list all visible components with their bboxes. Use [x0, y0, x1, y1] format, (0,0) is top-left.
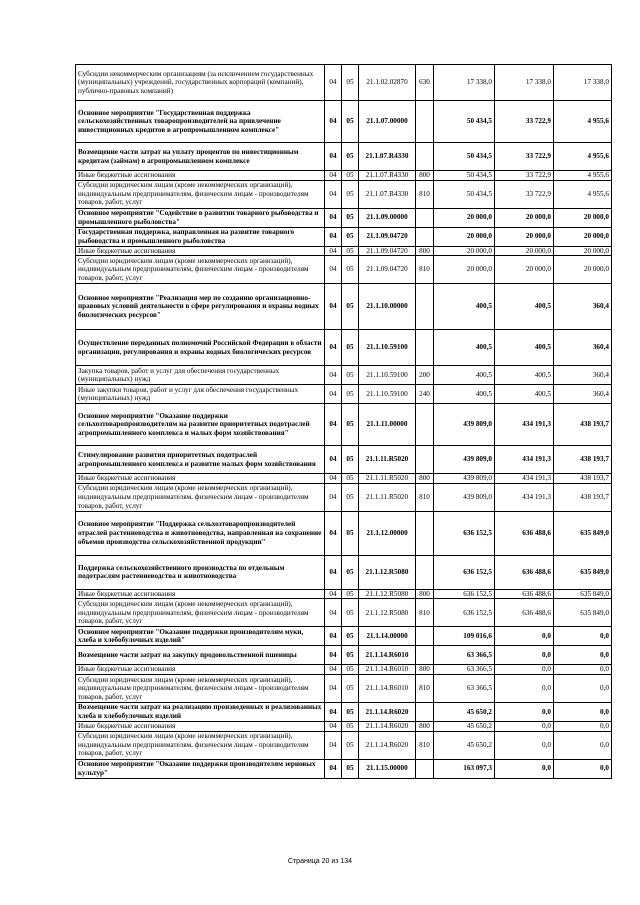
row-subsection-code: 05: [342, 366, 359, 385]
row-name: Основное мероприятие "Государственная поддержка сельскохозяйственных товаропроизводителей на привлечение инвестиционных кредитов в агропромышленном комплексе": [76, 101, 325, 143]
row-expense-type: [416, 101, 434, 143]
row-name: Субсидии некоммерческим организациям (за исключением государственных (муниципальных) учреждений, государственных корпораций (компаний), публично-правовых компаний): [76, 65, 325, 101]
row-subsection-code: 05: [342, 474, 359, 484]
row-amount-year3: 360,4: [554, 330, 612, 366]
row-name: Закупка товаров, работ и услуг для обеспечения государственных (муниципальных) нужд: [76, 366, 325, 385]
row-amount-year2: 33 722,9: [495, 143, 554, 171]
row-section-code: 04: [325, 474, 342, 484]
row-target-article: 21.1.14.R6020: [359, 721, 416, 731]
row-amount-year3: 360,4: [554, 385, 612, 404]
row-amount-year3: 0,0: [554, 759, 612, 778]
table-row: [76, 646, 612, 665]
row-amount-year1: 45 650,2: [434, 702, 495, 721]
row-amount-year3: 0,0: [554, 646, 612, 665]
table-row: [76, 702, 612, 721]
row-target-article: 21.1.11.R5020: [359, 474, 416, 484]
row-section-code: 04: [325, 721, 342, 731]
row-name: Осуществление переданных полномочий Российской Федерации в области организации, регулирования и охраны водных биологических ресурсов: [76, 330, 325, 366]
row-amount-year3: 20 000,0: [554, 256, 612, 284]
row-expense-type: [416, 208, 434, 227]
row-amount-year2: 636 488,6: [495, 511, 554, 555]
row-amount-year1: 63 366,5: [434, 646, 495, 665]
row-subsection-code: 05: [342, 256, 359, 284]
row-expense-type: [416, 227, 434, 246]
row-subsection-code: 05: [342, 246, 359, 256]
row-amount-year1: 400,5: [434, 385, 495, 404]
row-subsection-code: 05: [342, 284, 359, 330]
row-expense-type: [416, 330, 434, 366]
row-name: Основное мероприятие "Содействие в развитии товарного рыбоводства и промышленного рыболовства": [76, 208, 325, 227]
row-name: Поддержка сельскохозяйственного производства по отдельным подотраслям растениеводства и животноводства: [76, 555, 325, 589]
row-amount-year2: 0,0: [495, 731, 554, 759]
row-subsection-code: 05: [342, 731, 359, 759]
row-amount-year1: 63 366,5: [434, 674, 495, 702]
row-target-article: 21.1.14.R6020: [359, 702, 416, 721]
row-target-article: 21.1.14.R6010: [359, 674, 416, 702]
row-expense-type: [416, 627, 434, 646]
row-amount-year2: 636 488,6: [495, 589, 554, 599]
row-amount-year3: 0,0: [554, 721, 612, 731]
row-amount-year1: 400,5: [434, 366, 495, 385]
row-section-code: 04: [325, 256, 342, 284]
row-target-article: 21.1.11.R5020: [359, 483, 416, 511]
row-amount-year1: 45 650,2: [434, 731, 495, 759]
row-amount-year1: 45 650,2: [434, 721, 495, 731]
row-section-code: 04: [325, 483, 342, 511]
row-name: Субсидии юридическим лицам (кроме некоммерческих организаций), индивидуальным предпринимателям, физическим лицам - производителям товаров, работ, услуг: [76, 483, 325, 511]
row-amount-year1: 636 152,5: [434, 511, 495, 555]
row-amount-year2: 20 000,0: [495, 256, 554, 284]
row-amount-year1: 636 152,5: [434, 589, 495, 599]
row-section-code: 04: [325, 404, 342, 446]
row-target-article: 21.1.12.00000: [359, 511, 416, 555]
row-target-article: 21.1.10.59100: [359, 385, 416, 404]
row-amount-year1: 20 000,0: [434, 246, 495, 256]
row-subsection-code: 05: [342, 674, 359, 702]
row-name: Иные бюджетные ассигнования: [76, 589, 325, 599]
row-target-article: 21.1.07.R4330: [359, 143, 416, 171]
row-expense-type: 800: [416, 171, 434, 181]
row-name: Иные бюджетные ассигнования: [76, 474, 325, 484]
row-subsection-code: 05: [342, 665, 359, 675]
row-amount-year2: 20 000,0: [495, 227, 554, 246]
row-expense-type: 200: [416, 366, 434, 385]
row-name: Государственная поддержка, направленная на развитие товарного рыбоводства и промышленного рыболовства: [76, 227, 325, 246]
row-amount-year2: 400,5: [495, 330, 554, 366]
row-name: Возмещение части затрат на реализацию произведенных и реализованных хлеба и хлебобулочных изделий: [76, 702, 325, 721]
row-subsection-code: 05: [342, 483, 359, 511]
row-section-code: 04: [325, 330, 342, 366]
row-amount-year2: 400,5: [495, 366, 554, 385]
row-amount-year2: 0,0: [495, 646, 554, 665]
table-row: [76, 171, 612, 181]
row-expense-type: 810: [416, 180, 434, 208]
table-row: [76, 366, 612, 385]
row-expense-type: [416, 143, 434, 171]
row-subsection-code: 05: [342, 627, 359, 646]
row-amount-year3: 17 338,0: [554, 65, 612, 101]
row-target-article: 21.1.14.00000: [359, 627, 416, 646]
row-expense-type: 800: [416, 589, 434, 599]
row-target-article: 21.1.12.R5080: [359, 589, 416, 599]
row-target-article: 21.1.10.59100: [359, 366, 416, 385]
row-amount-year3: 0,0: [554, 702, 612, 721]
row-amount-year1: 50 434,5: [434, 143, 495, 171]
row-section-code: 04: [325, 759, 342, 778]
row-subsection-code: 05: [342, 171, 359, 181]
row-subsection-code: 05: [342, 227, 359, 246]
row-amount-year1: 17 338,0: [434, 65, 495, 101]
row-expense-type: [416, 446, 434, 474]
row-section-code: 04: [325, 627, 342, 646]
row-name: Иные бюджетные ассигнования: [76, 246, 325, 256]
row-name: Иные закупки товаров, работ и услуг для обеспечения государственных (муниципальных) нужд: [76, 385, 325, 404]
row-amount-year2: 400,5: [495, 385, 554, 404]
row-amount-year1: 439 809,0: [434, 474, 495, 484]
row-amount-year2: 33 722,9: [495, 101, 554, 143]
row-name: Возмещение части затрат на закупку продовольственной пшеницы: [76, 646, 325, 665]
row-subsection-code: 05: [342, 511, 359, 555]
row-name: Основное мероприятие "Поддержка сельхозтоваропроизводителей отраслей растениеводства и животноводства, направленная на сохранение объемов производства сельскохозяйственной продукции": [76, 511, 325, 555]
row-target-article: 21.1.14.R6020: [359, 731, 416, 759]
table-row: [76, 246, 612, 256]
row-section-code: 04: [325, 589, 342, 599]
row-amount-year2: 434 191,3: [495, 474, 554, 484]
budget-table: [75, 64, 612, 779]
row-amount-year3: 360,4: [554, 284, 612, 330]
row-amount-year1: 636 152,5: [434, 599, 495, 627]
row-section-code: 04: [325, 143, 342, 171]
table-row: [76, 627, 612, 646]
row-expense-type: [416, 404, 434, 446]
table-row: [76, 330, 612, 366]
row-amount-year3: 438 193,7: [554, 404, 612, 446]
row-amount-year3: 635 849,0: [554, 589, 612, 599]
table-row: [76, 65, 612, 101]
row-amount-year2: 0,0: [495, 627, 554, 646]
row-subsection-code: 05: [342, 101, 359, 143]
row-target-article: 21.1.09.04720: [359, 256, 416, 284]
row-amount-year1: 163 097,3: [434, 759, 495, 778]
row-section-code: 04: [325, 227, 342, 246]
row-target-article: 21.1.11.00000: [359, 404, 416, 446]
row-name: Иные бюджетные ассигнования: [76, 721, 325, 731]
row-expense-type: 800: [416, 665, 434, 675]
row-name: Иные бюджетные ассигнования: [76, 171, 325, 181]
row-target-article: 21.1.12.R5080: [359, 599, 416, 627]
row-expense-type: [416, 555, 434, 589]
table-row: [76, 759, 612, 778]
row-amount-year3: 0,0: [554, 627, 612, 646]
row-amount-year3: 635 849,0: [554, 599, 612, 627]
table-row: [76, 674, 612, 702]
row-section-code: 04: [325, 646, 342, 665]
table-row: [76, 143, 612, 171]
table-row: [76, 555, 612, 589]
row-target-article: 21.1.07.R4330: [359, 180, 416, 208]
row-amount-year1: 109 016,6: [434, 627, 495, 646]
row-name: Основное мероприятие "Оказание поддержки сельхозтоваропроизводителям на развитие приоритетных подотраслей агропромышленного комплекса и малых форм хозяйствования": [76, 404, 325, 446]
row-section-code: 04: [325, 702, 342, 721]
row-subsection-code: 05: [342, 589, 359, 599]
row-amount-year2: 0,0: [495, 721, 554, 731]
row-target-article: 21.1.09.04720: [359, 246, 416, 256]
row-section-code: 04: [325, 385, 342, 404]
row-section-code: 04: [325, 101, 342, 143]
row-expense-type: [416, 284, 434, 330]
row-amount-year1: 400,5: [434, 330, 495, 366]
row-section-code: 04: [325, 208, 342, 227]
row-subsection-code: 05: [342, 702, 359, 721]
row-amount-year2: 434 191,3: [495, 404, 554, 446]
row-amount-year3: 4 955,6: [554, 171, 612, 181]
row-subsection-code: 05: [342, 759, 359, 778]
row-name: Иные бюджетные ассигнования: [76, 665, 325, 675]
row-target-article: 21.1.07.00000: [359, 101, 416, 143]
row-amount-year2: 17 338,0: [495, 65, 554, 101]
row-expense-type: 800: [416, 246, 434, 256]
row-amount-year3: 438 193,7: [554, 446, 612, 474]
row-expense-type: [416, 759, 434, 778]
table-row: [76, 385, 612, 404]
row-name: Возмещение части затрат на уплату процентов по инвестиционным кредитам (займам) в агропромышленном комплексе: [76, 143, 325, 171]
table-row: [76, 208, 612, 227]
row-amount-year3: 20 000,0: [554, 227, 612, 246]
row-amount-year3: 20 000,0: [554, 208, 612, 227]
row-expense-type: [416, 646, 434, 665]
row-section-code: 04: [325, 284, 342, 330]
row-name: Субсидии юридическим лицам (кроме некоммерческих организаций), индивидуальным предпринимателям, физическим лицам - производителям товаров, работ, услуг: [76, 599, 325, 627]
row-target-article: 21.1.09.04720: [359, 227, 416, 246]
row-amount-year2: 33 722,9: [495, 171, 554, 181]
table-row: [76, 511, 612, 555]
row-name: Основное мероприятие "Реализация мер по созданию организационно-правовых условий деятельности в сфере регулирования и охраны водных биологических ресурсов": [76, 284, 325, 330]
row-section-code: 04: [325, 555, 342, 589]
row-target-article: 21.1.09.00000: [359, 208, 416, 227]
row-amount-year2: 434 191,3: [495, 446, 554, 474]
row-expense-type: 810: [416, 256, 434, 284]
row-subsection-code: 05: [342, 721, 359, 731]
row-expense-type: 810: [416, 674, 434, 702]
row-subsection-code: 05: [342, 599, 359, 627]
row-expense-type: 810: [416, 731, 434, 759]
row-amount-year3: 0,0: [554, 731, 612, 759]
row-amount-year3: 0,0: [554, 674, 612, 702]
row-amount-year3: 20 000,0: [554, 246, 612, 256]
row-amount-year2: 0,0: [495, 759, 554, 778]
row-expense-type: 240: [416, 385, 434, 404]
row-expense-type: 810: [416, 483, 434, 511]
row-target-article: 21.1.14.R6010: [359, 665, 416, 675]
row-section-code: 04: [325, 446, 342, 474]
row-name: Субсидии юридическим лицам (кроме некоммерческих организаций), индивидуальным предпринимателям, физическим лицам - производителям товаров, работ, услуг: [76, 674, 325, 702]
row-amount-year1: 50 434,5: [434, 101, 495, 143]
row-subsection-code: 05: [342, 180, 359, 208]
row-amount-year1: 439 809,0: [434, 446, 495, 474]
row-amount-year1: 20 000,0: [434, 208, 495, 227]
row-subsection-code: 05: [342, 330, 359, 366]
row-amount-year3: 4 955,6: [554, 180, 612, 208]
row-amount-year2: 434 191,3: [495, 483, 554, 511]
table-row: [76, 256, 612, 284]
row-expense-type: 630: [416, 65, 434, 101]
table-row: [76, 589, 612, 599]
row-amount-year1: 50 434,5: [434, 171, 495, 181]
table-row: [76, 180, 612, 208]
row-target-article: 21.1.15.00000: [359, 759, 416, 778]
row-name: Субсидии юридическим лицам (кроме некоммерческих организаций), индивидуальным предпринимателям, физическим лицам - производителям товаров, работ, услуг: [76, 256, 325, 284]
row-section-code: 04: [325, 246, 342, 256]
row-amount-year3: 360,4: [554, 366, 612, 385]
row-expense-type: [416, 702, 434, 721]
row-amount-year2: 0,0: [495, 702, 554, 721]
table-row: [76, 227, 612, 246]
row-target-article: 21.1.10.59100: [359, 330, 416, 366]
row-name: Основное мероприятие "Оказание поддержки производителям муки, хлеба и хлебобулочных изделий": [76, 627, 325, 646]
row-amount-year2: 0,0: [495, 674, 554, 702]
row-amount-year3: 635 849,0: [554, 511, 612, 555]
row-subsection-code: 05: [342, 65, 359, 101]
row-name: Основное мероприятие "Оказание поддержки производителям зерновых культур": [76, 759, 325, 778]
row-expense-type: 810: [416, 599, 434, 627]
table-row: [76, 101, 612, 143]
row-amount-year3: 0,0: [554, 665, 612, 675]
row-target-article: 21.1.02.02870: [359, 65, 416, 101]
row-target-article: 21.1.07.R4330: [359, 171, 416, 181]
row-amount-year3: 4 955,6: [554, 101, 612, 143]
row-section-code: 04: [325, 674, 342, 702]
row-amount-year2: 20 000,0: [495, 246, 554, 256]
row-amount-year1: 20 000,0: [434, 256, 495, 284]
row-amount-year3: 4 955,6: [554, 143, 612, 171]
row-subsection-code: 05: [342, 143, 359, 171]
row-name: Субсидии юридическим лицам (кроме некоммерческих организаций), индивидуальным предпринимателям, физическим лицам - производителям товаров, работ, услуг: [76, 180, 325, 208]
table-row: [76, 404, 612, 446]
table-row: [76, 599, 612, 627]
row-amount-year1: 636 152,5: [434, 555, 495, 589]
table-row: [76, 483, 612, 511]
row-section-code: 04: [325, 665, 342, 675]
row-section-code: 04: [325, 511, 342, 555]
budget-table-body: [76, 65, 612, 779]
row-amount-year1: 439 809,0: [434, 404, 495, 446]
row-subsection-code: 05: [342, 385, 359, 404]
row-expense-type: 800: [416, 721, 434, 731]
row-target-article: 21.1.14.R6010: [359, 646, 416, 665]
table-row: [76, 446, 612, 474]
row-name: Стимулирование развития приоритетных подотраслей агропромышленного комплекса и развитие малых форм хозяйствования: [76, 446, 325, 474]
row-section-code: 04: [325, 366, 342, 385]
page-number: Страница 20 из 134: [287, 858, 353, 865]
row-target-article: 21.1.10.00000: [359, 284, 416, 330]
row-target-article: 21.1.12.R5080: [359, 555, 416, 589]
row-section-code: 04: [325, 171, 342, 181]
row-expense-type: [416, 511, 434, 555]
row-amount-year1: 50 434,5: [434, 180, 495, 208]
table-row: [76, 474, 612, 484]
row-section-code: 04: [325, 65, 342, 101]
row-amount-year2: 636 488,6: [495, 555, 554, 589]
row-section-code: 04: [325, 180, 342, 208]
row-amount-year2: 636 488,6: [495, 599, 554, 627]
row-subsection-code: 05: [342, 646, 359, 665]
row-amount-year3: 438 193,7: [554, 474, 612, 484]
table-row: [76, 721, 612, 731]
row-subsection-code: 05: [342, 555, 359, 589]
row-amount-year3: 438 193,7: [554, 483, 612, 511]
row-section-code: 04: [325, 599, 342, 627]
row-expense-type: 800: [416, 474, 434, 484]
row-target-article: 21.1.11.R5020: [359, 446, 416, 474]
row-amount-year3: 635 849,0: [554, 555, 612, 589]
row-name: Субсидии юридическим лицам (кроме некоммерческих организаций), индивидуальным предпринимателям, физическим лицам - производителям товаров, работ, услуг: [76, 731, 325, 759]
row-subsection-code: 05: [342, 446, 359, 474]
row-amount-year2: 400,5: [495, 284, 554, 330]
row-amount-year1: 400,5: [434, 284, 495, 330]
row-amount-year2: 0,0: [495, 665, 554, 675]
row-amount-year2: 33 722,9: [495, 180, 554, 208]
row-section-code: 04: [325, 731, 342, 759]
row-subsection-code: 05: [342, 208, 359, 227]
row-subsection-code: 05: [342, 404, 359, 446]
row-amount-year2: 20 000,0: [495, 208, 554, 227]
row-amount-year1: 63 366,5: [434, 665, 495, 675]
table-row: [76, 284, 612, 330]
table-row: [76, 665, 612, 675]
row-amount-year1: 439 809,0: [434, 483, 495, 511]
row-amount-year1: 20 000,0: [434, 227, 495, 246]
table-row: [76, 731, 612, 759]
